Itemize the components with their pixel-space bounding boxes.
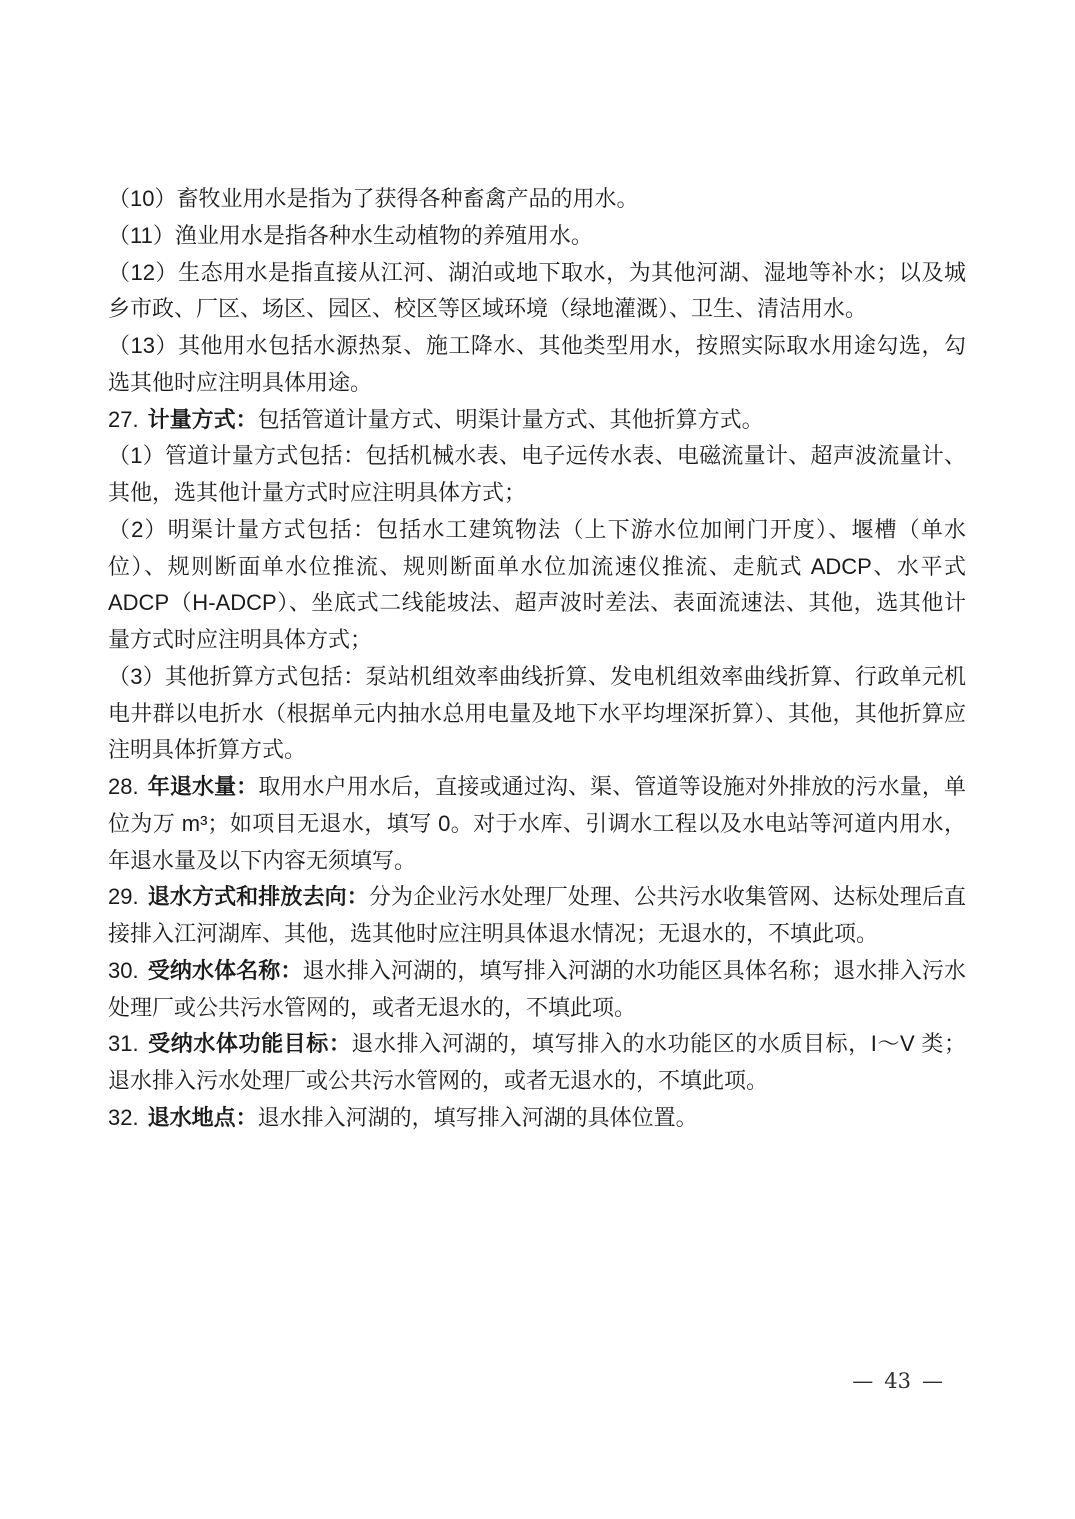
page-number: 43 xyxy=(884,1369,911,1393)
item-term: 计量方式： xyxy=(147,406,258,432)
footer-left-dash: — xyxy=(852,1369,874,1393)
item-term: 受纳水体名称： xyxy=(147,957,303,983)
note-sub-item-1 xyxy=(108,438,966,512)
note-item-27 xyxy=(108,402,966,439)
item-number: 29. xyxy=(108,884,139,910)
note-sub-item-3 xyxy=(108,659,966,769)
item-number: （13） xyxy=(108,333,179,358)
note-sub-item-13 xyxy=(108,328,966,402)
note-item-30 xyxy=(108,953,966,1027)
item-text: 退水排入河湖的，填写排入河湖的具体位置。 xyxy=(257,1104,698,1130)
item-text: 包括管道计量方式、明渠计量方式、其他折算方式。 xyxy=(257,406,764,432)
item-text: 退水排入河湖的，填写排入河湖的水功能区具体名称；退水排入污水处理厂或公共污水管网的，或者无退水的，不填此项。 xyxy=(108,957,966,1020)
note-sub-item-11 xyxy=(108,218,966,255)
note-sub-item-12 xyxy=(108,255,966,329)
note-item-31 xyxy=(108,1026,966,1100)
item-number: （10） xyxy=(108,186,177,211)
item-text: 其他用水包括水源热泵、施工降水、其他类型用水，按照实际取水用途勾选，勾选其他时应注明具体用途。 xyxy=(108,333,966,395)
item-number: 27. xyxy=(108,406,139,432)
item-text: 渔业用水是指各种水生动植物的养殖用水。 xyxy=(174,222,593,248)
item-text: 分为企业污水处理厂处理、公共污水收集管网、达标处理后直接排入江河湖库、其他，选其他时应注明具体退水情况；无退水的，不填此项。 xyxy=(108,884,966,946)
footer-right-dash: — xyxy=(922,1369,943,1393)
item-number: 30. xyxy=(108,957,139,983)
note-sub-item-2 xyxy=(108,512,966,659)
item-number: 28. xyxy=(108,774,139,799)
item-text: 退水排入河湖的，填写排入的水功能区的水质目标，I～V 类；退水排入污水处理厂或公共污水管网的，或者无退水的，不填此项。 xyxy=(108,1031,966,1093)
item-term: 受纳水体功能目标： xyxy=(147,1031,352,1057)
note-item-32 xyxy=(108,1100,966,1137)
page-footer xyxy=(852,1369,943,1393)
item-text: 明渠计量方式包括：包括水工建筑物法（上下游水位加闸门开度）、堰槽（单水位）、规则断面单水位推流、规则断面单水位加流速仪推流、走航式 ADCP、水平式 ADCP（H-ADCP）、坐底式二线能坡法、超声波时差法、表面流速法、其他，选其他计量方式时应注明具体方式； xyxy=(108,516,966,652)
note-sub-item-10 xyxy=(108,181,966,218)
item-term: 年退水量： xyxy=(147,774,259,799)
document-body xyxy=(108,181,966,1137)
item-number: （1） xyxy=(108,443,166,469)
note-item-28 xyxy=(108,769,966,879)
item-text: 其他折算方式包括：泵站机组效率曲线折算、发电机组效率曲线折算、行政单元机电井群以电折水（根据单元内抽水总用电量及地下水平均埋深折算）、其他，其他折算应注明具体折算方式。 xyxy=(108,663,966,763)
item-text: 管道计量方式包括：包括机械水表、电子远传水表、电磁流量计、超声波流量计、其他，选其他计量方式时应注明具体方式； xyxy=(108,443,966,505)
item-number: 31. xyxy=(108,1031,139,1057)
note-item-29 xyxy=(108,879,966,953)
item-number: （12） xyxy=(108,259,179,285)
item-text: 取用水户用水后，直接或通过沟、渠、管道等设施对外排放的污水量，单位为万 m³；如项目无退水，填写 0。对于水库、引调水工程以及水电站等河道内用水，年退水量及以下内容无须填写。 xyxy=(108,774,966,873)
item-text: 畜牧业用水是指为了获得各种畜禽产品的用水。 xyxy=(176,186,639,211)
item-number: （3） xyxy=(108,663,166,689)
item-text: 生态用水是指直接从江河、湖泊或地下取水，为其他河湖、湿地等补水；以及城乡市政、厂区、场区、园区、校区等区域环境（绿地灌溉）、卫生、清洁用水。 xyxy=(108,259,966,322)
item-number: （11） xyxy=(108,222,175,248)
item-number: 32. xyxy=(108,1104,139,1130)
item-term: 退水地点： xyxy=(147,1104,258,1130)
item-term: 退水方式和排放去向： xyxy=(147,884,369,910)
item-number: （2） xyxy=(108,516,168,542)
